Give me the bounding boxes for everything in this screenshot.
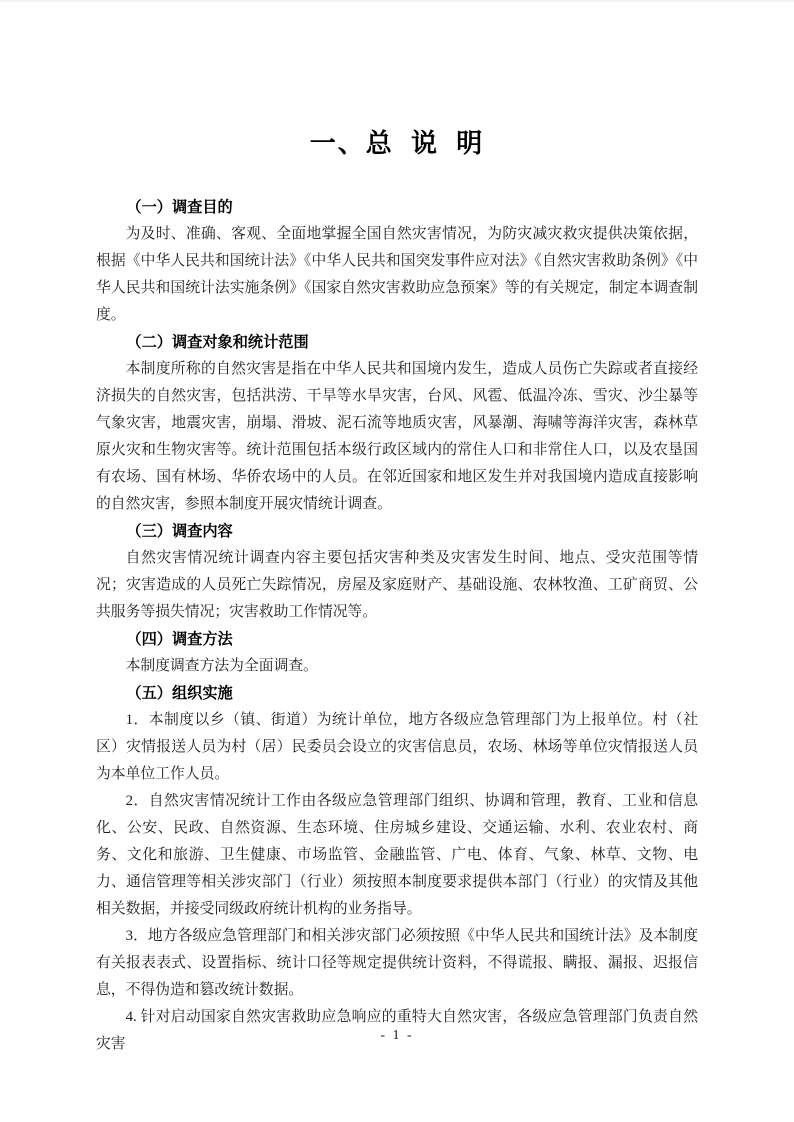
document-title: 一、总 说 明 [309, 128, 485, 158]
list-item-3: 3．地方各级应急管理部门和相关涉灾部门必须按照《中华人民共和国统计法》及本制度有关报表表式、设置指标、统计口径等规定提供统计资料，不得谎报、瞒报、漏报、迟报信息，不得伪造和篡改统计数据。 [96, 928, 698, 998]
list-item-2: 2．自然灾害情况统计工作由各级应急管理部门组织、协调和管理，教育、工业和信息化、公安、民政、自然资源、生态环境、住房城乡建设、交通运输、水利、农业农村、商务、文化和旅游、卫生健康、市场监管、金融监管、广电、体育、气象、林草、文物、电力、通信管理等相关涉灾部门（行业）须按照本制度要求提供本部门（行业）的灾情及其他相关数据，并接受同级政府统计机构的业务指导。 [96, 793, 698, 917]
document-body [96, 194, 698, 1058]
section-heading-survey-scope: （二）调查对象和统计范围 [126, 334, 309, 351]
section-heading-survey-purpose: （一）调查目的 [126, 199, 233, 216]
section-heading-organization: （五）组织实施 [126, 685, 233, 702]
section-heading-survey-method: （四）调查方法 [126, 631, 233, 648]
page-number: - 1 - [380, 1028, 414, 1043]
paragraph: 为及时、准确、客观、全面地掌握全国自然灾害情况，为防灾减灾救灾提供决策依据，根据《中华人民共和国统计法》《中华人民共和国突发事件应对法》《自然灾害救助条例》《中华人民共和国统计法实施条例》《国家自然灾害救助应急预案》等的有关规定，制定本调查制度。 [96, 226, 698, 323]
section-heading-survey-content: （三）调查内容 [126, 523, 233, 540]
paragraph: 自然灾害情况统计调查内容主要包括灾害种类及灾害发生时间、地点、受灾范围等情况；灾害造成的人员死亡失踪情况，房屋及家庭财产、基础设施、农林牧渔、工矿商贸、公共服务等损失情况；灾害救助工作情况等。 [96, 550, 698, 620]
paragraph: 本制度调查方法为全面调查。 [125, 658, 318, 674]
list-item-1: 1．本制度以乡（镇、街道）为统计单位，地方各级应急管理部门为上报单位。村（社区）灾情报送人员为村（居）民委员会设立的灾害信息员，农场、林场等单位灾情报送人员为本单位工作人员。 [96, 712, 698, 782]
list-item-4: 4. 针对启动国家自然灾害救助应急响应的重特大自然灾害，各级应急管理部门负责自然灾害 [96, 1009, 698, 1052]
paragraph: 本制度所称的自然灾害是指在中华人民共和国境内发生，造成人员伤亡失踪或者直接经济损失的自然灾害，包括洪涝、干旱等水旱灾害，台风、风雹、低温冷冻、雪灾、沙尘暴等气象灾害，地震灾害，崩塌、滑坡、泥石流等地质灾害，风暴潮、海啸等海洋灾害，森林草原火灾和生物灾害等。统计范围包括本级行政区域内的常住人口和非常住人口，以及农垦国有农场、国有林场、华侨农场中的人员。在邻近国家和地区发生并对我国境内造成直接影响的自然灾害，参照本制度开展灾情统计调查。 [96, 361, 698, 512]
